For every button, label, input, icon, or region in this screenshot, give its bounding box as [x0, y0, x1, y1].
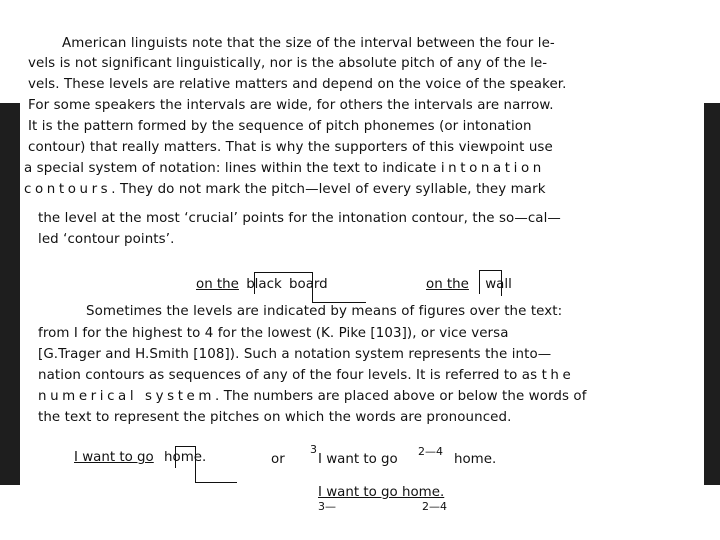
- pitch-number: 2—4: [418, 445, 443, 458]
- example-word: board: [289, 277, 328, 292]
- contour-line: [195, 482, 237, 483]
- numeric-line-text: home.: [454, 452, 497, 467]
- text-line: the level at the most ‘crucial’ points for the intonation contour, the so—cal—: [38, 211, 561, 226]
- emphasis-numerical-system: numerical system: [38, 389, 216, 404]
- text-line: [G.Trager and H.Smith [108]). Such a notation system represents the into—: [38, 347, 552, 362]
- contour-line: [195, 446, 196, 482]
- example-contour-home: [74, 450, 206, 466]
- example-word: black: [246, 277, 282, 292]
- text-line: from I for the highest to 4 for the lowest (K. Pike [103]), or vice versa: [38, 326, 509, 341]
- text-line: [38, 389, 587, 405]
- emphasis-contours: contours: [24, 182, 112, 197]
- text-line: [38, 368, 574, 384]
- text-span: . The numbers are placed above or below the words of: [215, 389, 587, 404]
- text-line: American linguists note that the size of the interval between the four le-: [62, 36, 555, 51]
- text-span: nation contours as sequences of any of the four levels. It is referred to as: [38, 368, 538, 383]
- pitch-number: 3—: [318, 500, 336, 513]
- contour-line: [175, 446, 176, 468]
- example-word: home.: [164, 450, 207, 465]
- contour-line: [254, 272, 312, 273]
- example-word: on the: [196, 277, 239, 292]
- emphasis-intonation: intonation: [440, 161, 545, 176]
- example-word: I want to go: [74, 450, 154, 465]
- text-line: vels is not significant linguistically, nor is the absolute pitch of any of the le-: [28, 56, 548, 71]
- contour-line: [312, 302, 366, 303]
- emphasis-the: the: [541, 368, 575, 383]
- example-word: wall: [485, 277, 512, 292]
- contour-line: [175, 446, 195, 447]
- text-line: [24, 161, 545, 177]
- contour-line: [479, 270, 480, 294]
- numeric-line-text: I want to go: [318, 452, 398, 467]
- pitch-number: 2—4: [422, 500, 447, 513]
- contour-line: [479, 270, 501, 271]
- text-line: led ‘contour points’.: [38, 232, 175, 247]
- scanned-page: [20, 22, 704, 530]
- contour-line: [501, 270, 502, 296]
- below-line-words: I want to go home.: [318, 485, 445, 500]
- below-line-text: [318, 485, 444, 501]
- contour-line: [312, 272, 313, 302]
- contour-line: [254, 272, 255, 294]
- example-contour-left: [196, 277, 328, 293]
- text-line: For some speakers the intervals are wide, for others the intervals are narrow.: [28, 98, 554, 113]
- text-line: [24, 182, 546, 198]
- text-span: . They do not mark the pitch—level of every syllable, they mark: [111, 182, 546, 197]
- text-line: It is the pattern formed by the sequence of pitch phonemes (or intonation: [28, 119, 532, 134]
- text-line: the text to represent the pitches on which the words are pronounced.: [38, 410, 512, 425]
- pitch-number: 3: [310, 443, 317, 456]
- example-word: on the: [426, 277, 469, 292]
- word-or: or: [271, 452, 285, 467]
- example-contour-right: [426, 277, 512, 293]
- text-span: a special system of notation: lines within the text to indicate: [24, 161, 437, 176]
- text-line: contour) that really matters. That is why the supporters of this viewpoint use: [28, 140, 553, 155]
- text-line: Sometimes the levels are indicated by means of figures over the text:: [86, 304, 563, 319]
- text-line: vels. These levels are relative matters and depend on the voice of the speaker.: [28, 77, 567, 92]
